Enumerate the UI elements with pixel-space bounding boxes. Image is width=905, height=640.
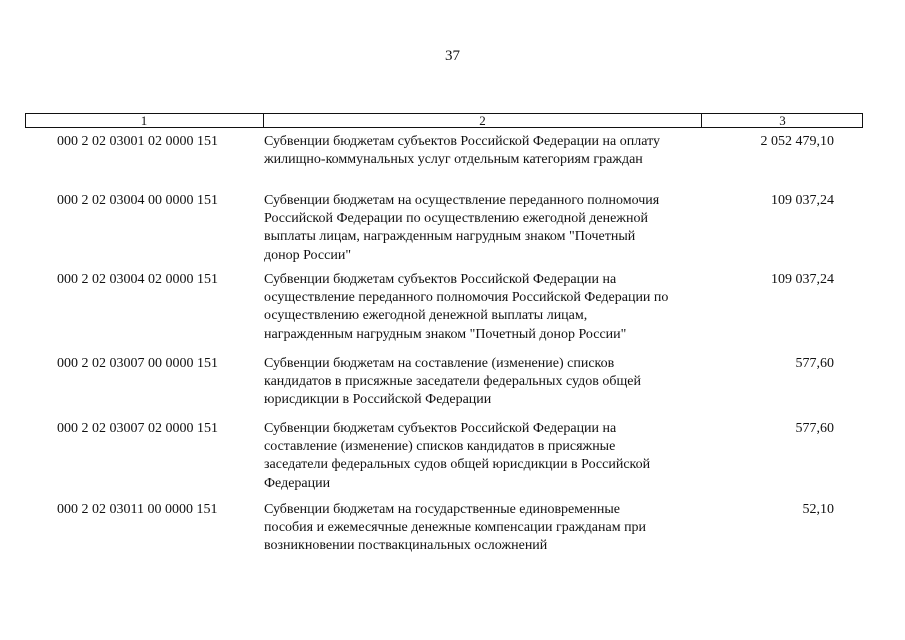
description-line: составление (изменение) списков кандидатов в присяжные (264, 439, 616, 455)
description-line: Федерации (264, 475, 331, 491)
description-line: кандидатов в присяжные заседатели федеральных судов общей (264, 374, 641, 390)
row-amount: 109 037,24 (771, 193, 834, 208)
description-line: пособия и ежемесячные денежные компенсации гражданам при (264, 520, 647, 536)
budget-code: 000 2 02 03011 00 0000 151 (57, 502, 218, 517)
column-header-1: 1 (140, 113, 148, 128)
description-line: награжденным нагрудным знаком "Почетный донор России" (264, 326, 627, 342)
description-line: Субвенции бюджетам субъектов Российской Федерации на (264, 272, 617, 287)
row-amount: 577,60 (795, 421, 834, 436)
budget-code: 000 2 02 03004 00 0000 151 (57, 193, 218, 208)
column-header-2: 2 (263, 114, 701, 127)
description-line: Субвенции бюджетам субъектов Российской Федерации на оплату (264, 134, 661, 149)
row-description (264, 501, 704, 556)
row-amount: 109 037,24 (771, 272, 834, 287)
description-line: Субвенции бюджетам на осуществление переданного полномочия (264, 193, 660, 208)
row-amount: 52,10 (802, 502, 834, 517)
description-line: выплаты лицам, награжденным нагрудным знаком "Почетный (264, 229, 636, 245)
table-header-row (25, 113, 863, 128)
description-line: донор России" (264, 247, 352, 263)
column-header-3: 3 (701, 114, 863, 127)
description-line: Субвенции бюджетам субъектов Российской Федерации на (264, 421, 617, 436)
row-amount: 2 052 479,10 (760, 134, 834, 149)
page-number: 37 (445, 48, 460, 64)
budget-code: 000 2 02 03007 00 0000 151 (57, 356, 218, 371)
row-description (264, 355, 704, 410)
budget-code: 000 2 02 03001 02 0000 151 (57, 134, 218, 149)
budget-code: 000 2 02 03007 02 0000 151 (57, 421, 218, 436)
row-description (264, 133, 704, 169)
row-description (264, 271, 704, 344)
row-description (264, 192, 704, 265)
row-description (264, 420, 704, 493)
description-line: заседатели федеральных судов общей юрисдикции в Российской (264, 457, 651, 473)
description-line: жилищно-коммунальных услуг отдельным категориям граждан (264, 152, 643, 168)
description-line: Российской Федерации по осуществлению ежегодной денежной (264, 211, 648, 227)
row-amount: 577,60 (795, 356, 834, 371)
budget-code: 000 2 02 03004 02 0000 151 (57, 272, 218, 287)
description-line: осуществление переданного полномочия Российской Федерации по (264, 290, 669, 306)
description-line: осуществлению ежегодной денежной выплаты лицам, (264, 308, 588, 324)
description-line: Субвенции бюджетам на составление (изменение) списков (264, 356, 615, 371)
description-line: юрисдикции в Российской Федерации (264, 392, 492, 408)
description-line: Субвенции бюджетам на государственные единовременные (264, 502, 620, 517)
description-line: возникновении поствакцинальных осложнений (264, 538, 548, 554)
